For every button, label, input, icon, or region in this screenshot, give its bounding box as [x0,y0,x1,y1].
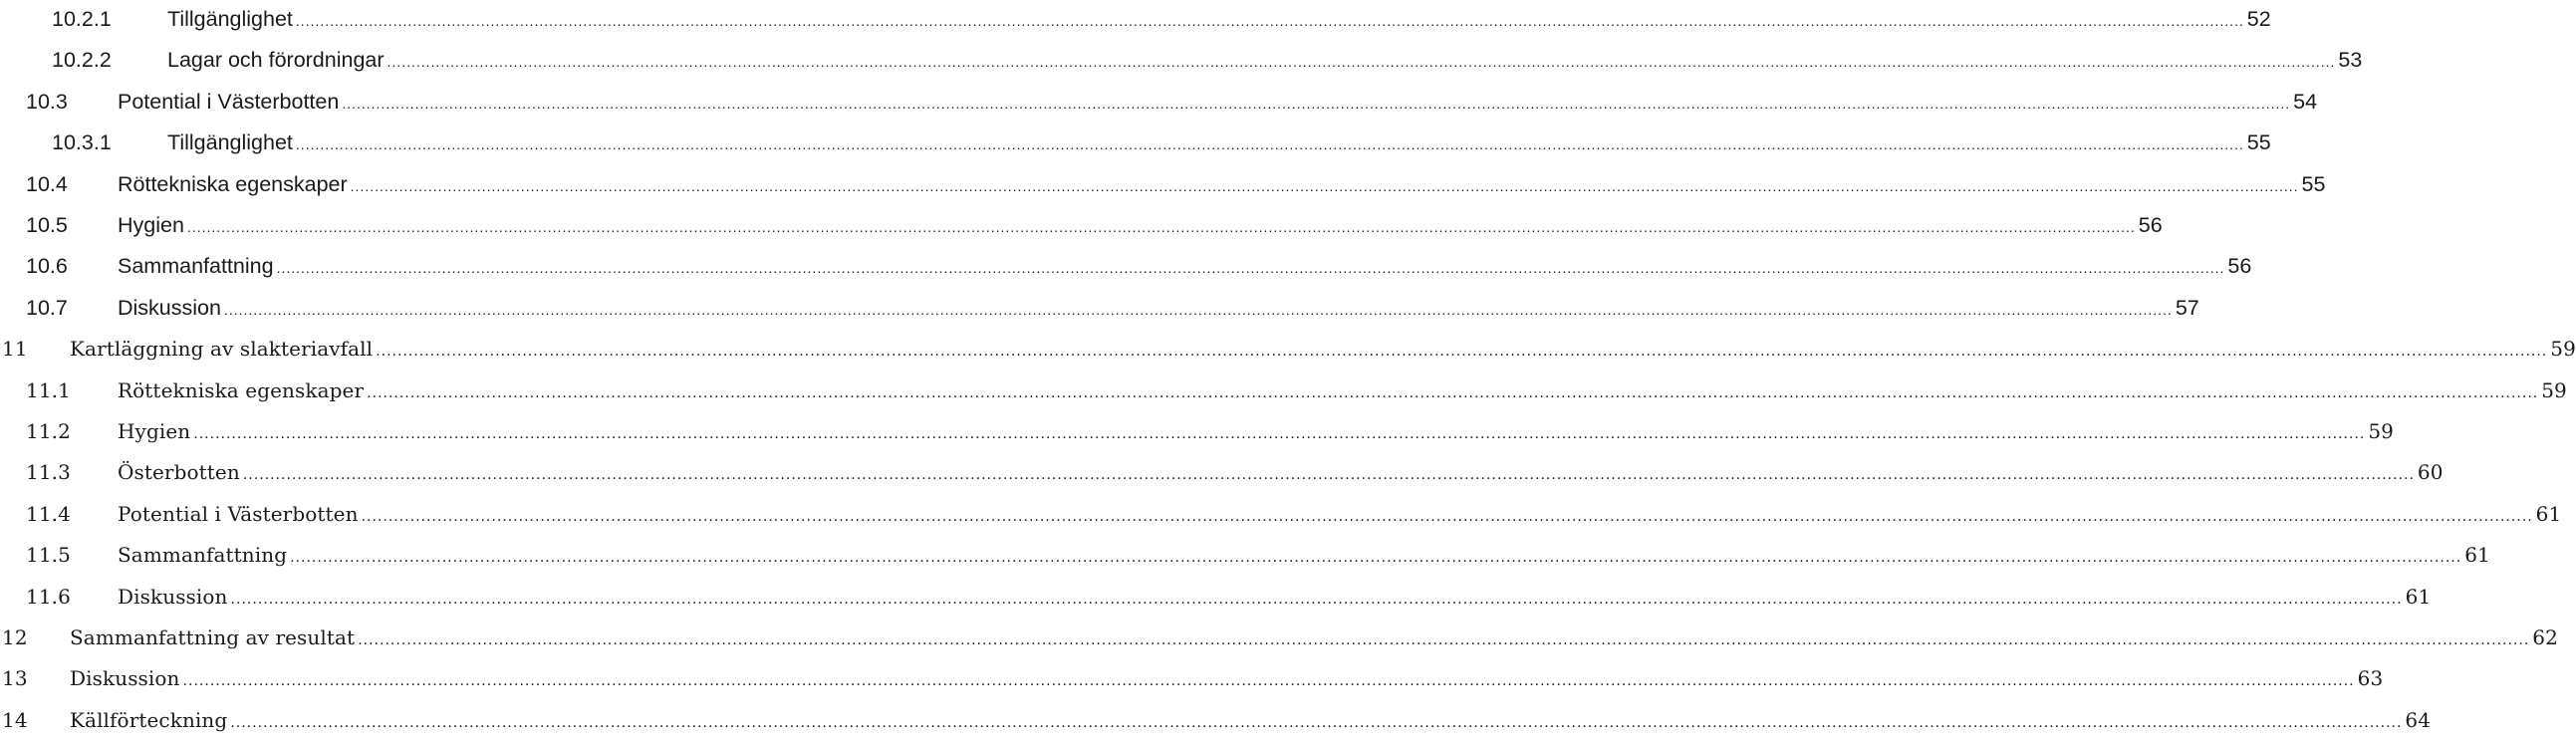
toc-entry-page-number: 60 [2417,460,2444,485]
toc-entry-line [118,82,2318,124]
toc-entry-page-number: 61 [2405,584,2432,609]
toc-entry-page-number: 57 [2175,295,2199,320]
toc-entry-title[interactable]: Sammanfattning [118,543,288,568]
toc-entry-title[interactable]: Diskussion [118,584,228,609]
toc-entry-title[interactable]: Hygien [118,419,191,443]
toc-entry[interactable] [0,535,2490,576]
dot-leader: ................................................................................................................................................................................................................................................................................................................................................................................................................ [295,136,2244,153]
toc-entry-line [118,452,2444,496]
dot-leader: ................................................................................................................................................................................................................................................................................................................................................................................................................ [358,632,2530,648]
toc-entry-number: 10.2.1 [52,7,112,31]
toc-entry-line [118,535,2490,579]
toc-entry-line [118,371,2567,414]
toc-entry-line [118,246,2252,289]
toc-entry[interactable] [0,411,2394,452]
toc-entry-page-number: 56 [2138,213,2163,237]
toc-entry-page-number: 59 [2541,377,2567,402]
toc-entry[interactable] [0,205,2163,246]
toc-entry-line [118,205,2163,248]
toc-entry-number: 11.4 [26,501,71,526]
toc-entry-page-number: 55 [2301,171,2326,196]
toc-entry[interactable] [0,82,2318,123]
dot-leader: ................................................................................................................................................................................................................................................................................................................................................................................................................ [276,260,2225,277]
toc-entry[interactable] [0,0,2271,40]
toc-entry-page-number: 55 [2246,130,2271,155]
toc-entry-line [70,700,2432,744]
toc-entry-number: 10.7 [26,295,68,320]
toc-entry-page-number: 59 [2368,419,2394,443]
toc-entry[interactable] [0,618,2558,658]
toc-entry-title[interactable]: Tillgänglighet [167,130,293,155]
toc-entry-line [118,494,2562,538]
toc-entry-line [167,123,2271,165]
toc-entry[interactable] [0,164,2326,205]
toc-entry-page-number: 54 [2293,89,2318,114]
toc-entry-page-number: 56 [2227,254,2252,279]
toc-entry-title[interactable]: Hygien [118,213,184,237]
toc-entry-title[interactable]: Österbotten [118,460,240,485]
dot-leader: ................................................................................................................................................................................................................................................................................................................................................................................................................ [367,384,2539,401]
toc-entry-title[interactable]: Källförteckning [70,707,228,732]
toc-entry-title[interactable]: Diskussion [70,666,180,691]
toc-entry-number: 10.6 [26,254,68,279]
toc-entry[interactable] [0,452,2444,493]
dot-leader: ................................................................................................................................................................................................................................................................................................................................................................................................................ [295,13,2244,29]
toc-entry-title[interactable]: Potential i Västerbotten [118,501,359,526]
toc-entry-title[interactable]: Potential i Västerbotten [118,89,340,114]
toc-entry-title[interactable]: Röttekniska egenskaper [118,171,348,196]
toc-entry-title[interactable]: Lagar och förordningar [167,48,385,73]
dot-leader: ................................................................................................................................................................................................................................................................................................................................................................................................................ [242,467,2415,484]
toc-entry-number: 11.6 [26,584,71,609]
toc-entry-line [70,618,2558,661]
toc-entry[interactable] [0,658,2384,699]
toc-entry-number: 12 [2,625,28,649]
toc-entry-title[interactable]: Tillgänglighet [167,7,293,31]
toc-entry-number: 10.5 [26,213,68,237]
dot-leader: ................................................................................................................................................................................................................................................................................................................................................................................................................ [223,301,2173,318]
toc-entry-line [118,577,2432,620]
toc-entry-number: 14 [2,707,28,732]
toc-entry-line [167,40,2363,83]
dot-leader: ................................................................................................................................................................................................................................................................................................................................................................................................................ [182,673,2355,690]
toc-entry[interactable] [0,494,2562,535]
toc-entry-line [118,288,2199,331]
toc-entry-page-number: 64 [2405,707,2432,732]
dot-leader: ................................................................................................................................................................................................................................................................................................................................................................................................................ [230,714,2403,731]
toc-entry-number: 11.5 [26,543,71,568]
toc-entry[interactable] [0,700,2432,741]
toc-entry-number: 11.2 [26,419,71,443]
toc-entry-line [118,164,2326,207]
toc-entry-number: 10.2.2 [52,48,112,73]
dot-leader: ................................................................................................................................................................................................................................................................................................................................................................................................................ [290,550,2462,567]
toc-entry-title[interactable]: Sammanfattning av resultat [70,625,356,649]
dot-leader: ................................................................................................................................................................................................................................................................................................................................................................................................................ [193,426,2366,442]
toc-entry-number: 13 [2,666,28,691]
toc-entry[interactable] [0,123,2271,163]
dot-leader: ................................................................................................................................................................................................................................................................................................................................................................................................................ [230,591,2403,608]
toc-entry-title[interactable]: Röttekniska egenskaper [118,377,365,402]
toc-entry-title[interactable]: Diskussion [118,295,221,320]
toc-entry-number: 10.3 [26,89,68,114]
toc-entry-page-number: 59 [2550,337,2576,362]
toc-entry-title[interactable]: Kartläggning av slakteriavfall [70,337,374,362]
dot-leader: ................................................................................................................................................................................................................................................................................................................................................................................................................ [361,508,2533,525]
toc-entry-page-number: 63 [2357,666,2384,691]
toc-entry-page-number: 62 [2532,625,2558,649]
toc-entry-number: 10.3.1 [52,130,112,155]
toc-entry-title[interactable]: Sammanfattning [118,254,274,279]
dot-leader: ................................................................................................................................................................................................................................................................................................................................................................................................................ [342,95,2291,112]
toc-entry-number: 11.3 [26,460,71,485]
toc-entry-line [70,658,2384,702]
toc-entry-line [167,0,2271,42]
toc-entry[interactable] [0,288,2199,329]
dot-leader: ................................................................................................................................................................................................................................................................................................................................................................................................................ [350,177,2299,194]
toc-entry[interactable] [0,329,2576,370]
toc-entry-line [118,411,2394,455]
dot-leader: ................................................................................................................................................................................................................................................................................................................................................................................................................ [376,344,2548,361]
dot-leader: ................................................................................................................................................................................................................................................................................................................................................................................................................ [186,219,2136,235]
toc-entry-number: 11 [2,337,28,362]
dot-leader: ................................................................................................................................................................................................................................................................................................................................................................................................................ [386,54,2336,71]
toc-entry-page-number: 61 [2464,543,2490,568]
toc-entry-number: 11.1 [26,377,71,402]
toc-entry-page-number: 52 [2246,7,2271,31]
toc-entry-page-number: 61 [2535,501,2562,526]
toc-entry[interactable] [0,246,2252,287]
toc-entry-page-number: 53 [2338,48,2363,73]
toc-entry[interactable] [0,577,2432,618]
toc-entry-line [70,329,2576,372]
toc-entry[interactable] [0,40,2363,81]
toc-entry[interactable] [0,371,2567,411]
toc-entry-number: 10.4 [26,171,68,196]
